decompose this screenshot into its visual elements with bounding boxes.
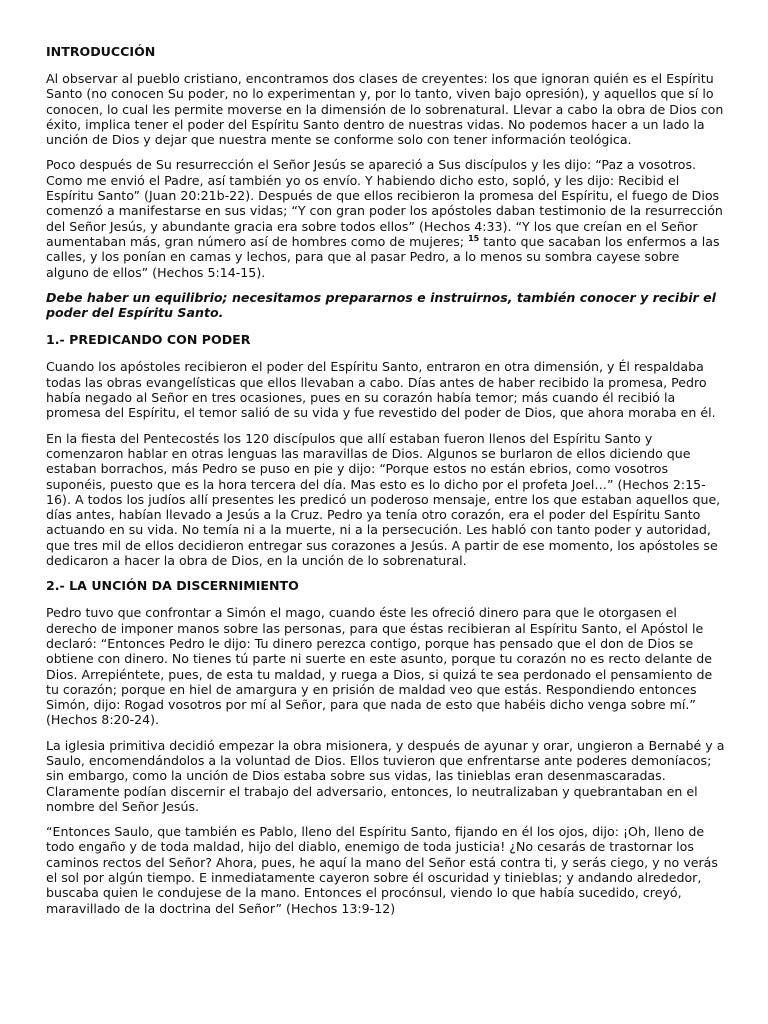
missionary-paragraph: La iglesia primitiva decidió empezar la obra misionera, y después de ayunar y orar, ungieron a Bernabé y a Saulo, encomendándolos a la voluntad de Dios. Ellos tuvieron que enfrentarse ante poderes demoníacos; sin embargo, como la unción de Dios estaba sobre sus vidas, las tinieblas eran desenmascaradas. Claramente podían discernir el trabajo del adversario, entonces, lo neutralizaban y quebrantaban en el nombre del Señor Jesús. <box>46 737 725 814</box>
section-1-heading: 1.- PREDICANDO CON PODER <box>46 332 251 348</box>
simon-paragraph: Pedro tuvo que confrontar a Simón el mago, cuando éste les ofreció dinero para que le otorgasen el derecho de imponer manos sobre las personas, para que éstas recibieran al Espíritu Santo, el Apóstol le declaró: “Entonces Pedro le dijo: Tu dinero perezca contigo, porque has pensado que el don de Dios se obtiene con dinero. No tienes tú parte ni suerte en este asunto, porque tu corazón no es recto delante de Dios. Arrepiéntete, pues, de esta tu maldad, y ruega a Dios, si quizá te sea perdonado el pensamiento de tu corazón; porque en hiel de amargura y en prisión de maldad veo que estás. Respondiendo entonces Simón, dijo: Rogad vosotros por mí al Señor, para que nada de esto que habéis dicho venga sobre mí.” (Hechos 8:20-24). <box>46 605 713 728</box>
emphasis-statement: Debe haber un equilibrio; necesitamos prepararnos e instruirnos, también conocer y recibir el poder del Espíritu Santo. <box>46 289 716 321</box>
saulo-quote-paragraph: “Entonces Saulo, que también es Pablo, lleno del Espíritu Santo, fijando en él los ojos, dijo: ¡Oh, lleno de todo engaño y de toda maldad, hijo del diablo, enemigo de toda justicia! ¿No cesarás de trastornar los caminos rectos del Señor? Ahora, pues, he aquí la mano del Señor está contra ti, y serás ciego, y no verás el sol por algún tiempo. E inmediatamente cayeron sobre él oscuridad y tinieblas; y andando alrededor, buscaba quien le condujese de la mano. Entonces el procónsul, viendo lo que había sucedido, creyó, maravillado de la doctrina del Señor” (Hechos 13:9-12) <box>46 824 718 916</box>
pentecost-paragraph: En la fiesta del Pentecostés los 120 discípulos que allí estaban fueron llenos del Espíritu Santo y comenzaron hablar en otras lenguas las maravillas de Dios. Algunos se burlaron de ellos diciendo que estaban borrachos, más Pedro se puso en pie y dijo: “Porque estos no están ebrios, como vosotros suponéis, puesto que es la hora tercera del día. Mas esto es lo dicho por el profeta Joel…” (Hechos 2:15-16). A todos los judíos allí presentes les predicó un poderoso mensaje, entre los que estaban aquellos que, días antes, habían llevado a Jesús a la Cruz. Pedro ya tenía otro corazón, era el poder del Espíritu Santo actuando en su vida. No temía ni a la muerte, ni a la persecución. Les habló con tanto poder y autoridad, que tres mil de ellos decidieron entregar sus corazones a Jesús. A partir de ese momento, los apóstoles se dedicaron a hacer la obra de Dios, en la unción de lo sobrenatural. <box>46 430 721 569</box>
apostles-power-paragraph: Cuando los apóstoles recibieron el poder del Espíritu Santo, entraron en otra dimensión, y Él respaldaba todas las obras evangelísticas que ellos llevaban a cabo. Días antes de haber recibido la promesa, Pedro había negado al Señor en tres ocasiones, pues en su corazón había temor; más cuando él recibió la promesa del Espíritu, el temor salió de su vida y fue revestido del poder de Dios, que ahora moraba en él. <box>46 359 716 421</box>
intro-heading: INTRODUCCIÓN <box>46 44 156 59</box>
resurrection-text-a: Poco después de Su resurrección el Señor Jesús se apareció a Sus discípulos y les dijo: “Paz a vosotros. Como me envió el Padre, así también yo os envío. Y habiendo dicho esto, sopló, y les dijo: Recibid el Espíritu Santo” (Juan 20:21b-22). Después de que ellos recibieron la promesa del Espíritu, el fuego de Dios comenzó a manifestarse en sus vidas; “Y con gran poder los apóstoles daban testimonio de la resurrección del Señor Jesús, y abundante gracia era sobre todos ellos” (Hechos 4:33). “Y los que creían en el Señor aumentaban más, gran número así de hombres como de mujeres; <box>46 157 723 249</box>
intro-paragraph: Al observar al pueblo cristiano, encontramos dos clases de creyentes: los que ignoran quién es el Espíritu Santo (no conocen Su poder, no lo experimentan y, por lo tanto, viven bajo opresión), y aquellos que sí lo conocen, lo cual les permite moverse en la dimensión de lo sobrenatural. Llevar a cabo la obra de Dios con éxito, implica tener el poder del Espíritu Santo dentro de nuestras vidas. No podemos hacer a un lado la unción de Dios y dejar que nuestra mente se conforme solo con tener información teológica. <box>46 71 724 148</box>
resurrection-paragraph <box>46 157 726 279</box>
section-2-heading: 2.- LA UNCIÓN DA DISCERNIMIENTO <box>46 578 299 594</box>
document-page <box>46 44 726 926</box>
verse-number: 15 <box>468 233 480 243</box>
resurrection-text-b: tanto que sacaban los enfermos a las calles, y los ponían en camas y lechos, para que al pasar Pedro, a lo menos su sombra cayese sobre alguno de ellos” (Hechos 5:14-15). <box>46 233 720 280</box>
